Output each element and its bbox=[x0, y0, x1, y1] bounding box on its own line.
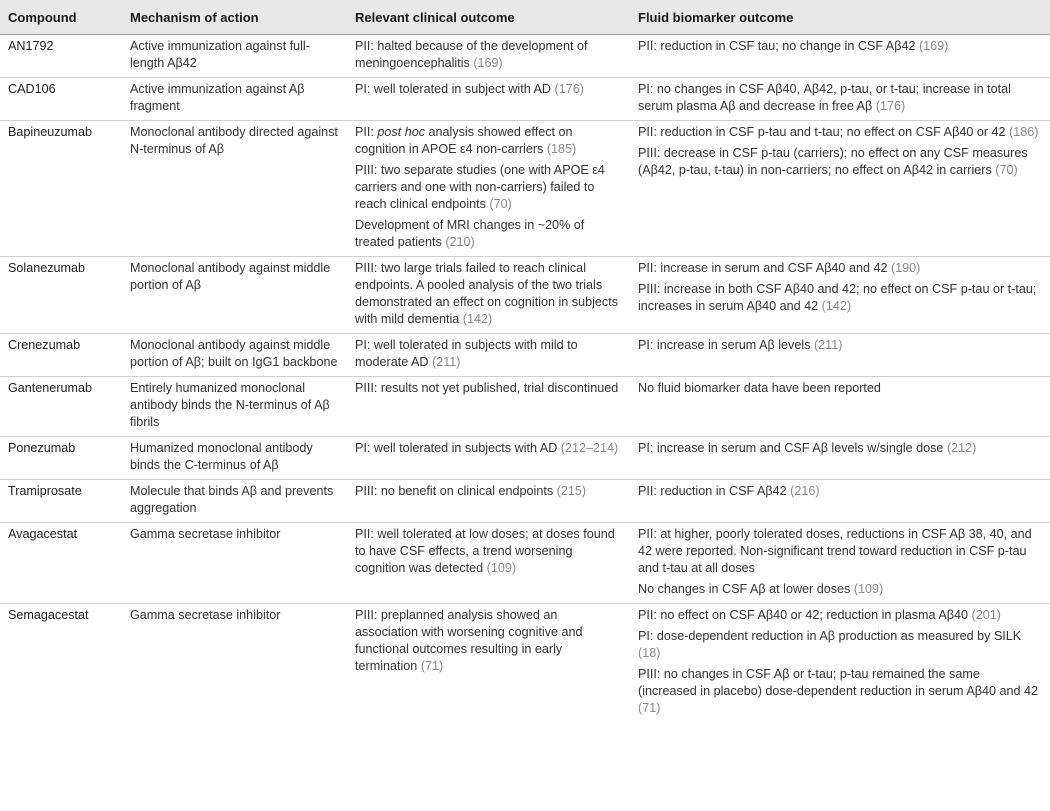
compound-name: Semagacestat bbox=[8, 608, 89, 622]
text-segment: analysis showed effect on cognition in APOE ε4 non-carriers bbox=[355, 125, 573, 156]
text-segment: PI: well tolerated in subject with AD bbox=[355, 82, 555, 96]
table-row bbox=[0, 257, 1050, 334]
table-row bbox=[0, 377, 1050, 437]
header-compound: Compound bbox=[0, 0, 122, 35]
table-row bbox=[0, 437, 1050, 480]
mechanism-of-action: Monoclonal antibody directed against N-terminus of Aβ bbox=[130, 125, 338, 156]
reference-number: (211) bbox=[432, 355, 461, 369]
biomarker-outcome bbox=[630, 78, 1050, 121]
biomarker-outcome-paragraph bbox=[638, 260, 1042, 277]
compound-name: Gantenerumab bbox=[8, 381, 93, 395]
text-segment: PII: well tolerated at low doses; at doses found to have CSF effects, a trend worsening cognition was detected bbox=[355, 527, 615, 575]
reference-number: (190) bbox=[890, 261, 921, 275]
clinical-outcome-paragraph bbox=[355, 483, 622, 500]
clinical-outcome-paragraph bbox=[355, 337, 622, 371]
reference-number: (216) bbox=[790, 484, 820, 498]
clinical-outcome bbox=[347, 480, 630, 523]
clinical-outcome-paragraph bbox=[355, 124, 622, 158]
biomarker-outcome bbox=[630, 377, 1050, 437]
table-row bbox=[0, 121, 1050, 257]
biomarker-outcome bbox=[630, 334, 1050, 377]
text-segment: PI: no changes in CSF Aβ40, Aβ42, p-tau, or t-tau; increase in total serum plasma Aβ and decrease in free Aβ bbox=[638, 82, 1011, 113]
biomarker-outcome bbox=[630, 437, 1050, 480]
biomarker-outcome-paragraph bbox=[638, 145, 1042, 179]
table-row bbox=[0, 604, 1050, 723]
biomarker-outcome-paragraph bbox=[638, 337, 1042, 354]
text-segment: PII: reduction in CSF p-tau and t-tau; no effect on CSF Aβ40 or 42 bbox=[638, 125, 1010, 139]
biomarker-outcome-paragraph bbox=[638, 380, 1042, 397]
reference-number: (212–214) bbox=[560, 441, 619, 455]
reference-number: (70) bbox=[489, 197, 512, 211]
text-segment: PII: bbox=[355, 125, 378, 139]
clinical-outcome-paragraph bbox=[355, 81, 622, 98]
text-segment: PI: increase in serum Aβ levels bbox=[638, 338, 814, 352]
text-segment: Development of MRI changes in ~20% of treated patients bbox=[355, 218, 585, 249]
clinical-outcome-paragraph bbox=[355, 440, 622, 457]
mechanism-of-action: Active immunization against Aβ fragment bbox=[130, 82, 305, 113]
mechanism-of-action: Gamma secretase inhibitor bbox=[130, 608, 281, 622]
reference-number: (211) bbox=[813, 338, 843, 352]
clinical-outcome-paragraph bbox=[355, 260, 622, 328]
text-segment: PI: increase in serum and CSF Aβ levels w/single dose bbox=[638, 441, 947, 455]
text-segment: PIII: two large trials failed to reach clinical endpoints. A pooled analysis of the two trials demonstrated an effect on cognition in subjects with mild dementia bbox=[355, 261, 619, 326]
text-segment: PII: at higher, poorly tolerated doses, reductions in CSF Aβ 38, 40, and 42 were reported. Non-significant trend toward reduction in CSF p-tau and t-tau at all doses bbox=[638, 527, 1032, 575]
header-biomarker-outcome: Fluid biomarker outcome bbox=[630, 0, 1050, 35]
table-body bbox=[0, 35, 1050, 723]
biomarker-outcome bbox=[630, 523, 1050, 604]
text-segment: PII: increase in serum and CSF Aβ40 and 42 bbox=[638, 261, 891, 275]
text-segment: PIII: preplanned analysis showed an association with worsening cognitive and functional outcomes resulting in early termination bbox=[355, 608, 583, 673]
reference-number: (142) bbox=[821, 299, 852, 313]
text-segment: PII: reduction in CSF Aβ42 bbox=[638, 484, 791, 498]
biomarker-outcome-paragraph bbox=[638, 666, 1042, 717]
clinical-outcome bbox=[347, 604, 630, 723]
text-segment: No changes in CSF Aβ at lower doses bbox=[638, 582, 854, 596]
clinical-outcome bbox=[347, 377, 630, 437]
biomarker-outcome-paragraph bbox=[638, 124, 1042, 141]
biomarker-outcome-paragraph bbox=[638, 526, 1042, 577]
compound-name: CAD106 bbox=[8, 82, 56, 96]
text-segment: PIII: increase in both CSF Aβ40 and 42; no effect on CSF p-tau or t-tau; increases in serum Aβ40 and 42 bbox=[638, 282, 1037, 313]
text-segment: No fluid biomarker data have been reported bbox=[638, 381, 881, 395]
clinical-outcome bbox=[347, 257, 630, 334]
biomarker-outcome-paragraph bbox=[638, 38, 1042, 55]
clinical-outcome-paragraph bbox=[355, 38, 622, 72]
table-header-row bbox=[0, 0, 1050, 35]
reference-number: (210) bbox=[445, 235, 475, 249]
biomarker-outcome-paragraph bbox=[638, 483, 1042, 500]
text-segment: PII: halted because of the development of meningoencephalitis bbox=[355, 39, 588, 70]
reference-number: (186) bbox=[1009, 125, 1039, 139]
compound-name: Bapineuzumab bbox=[8, 125, 93, 139]
compound-name: Solanezumab bbox=[8, 261, 86, 275]
mechanism-of-action: Molecule that binds Aβ and prevents aggregation bbox=[130, 484, 334, 515]
text-segment: PIII: results not yet published, trial discontinued bbox=[355, 381, 619, 395]
biomarker-outcome-paragraph bbox=[638, 281, 1042, 315]
reference-number: (212) bbox=[946, 441, 977, 455]
table-row bbox=[0, 78, 1050, 121]
biomarker-outcome-paragraph bbox=[638, 440, 1042, 457]
mechanism-of-action: Monoclonal antibody against middle portion of Aβ; built on IgG1 backbone bbox=[130, 338, 338, 369]
compound-name: Ponezumab bbox=[8, 441, 76, 455]
biomarker-outcome-paragraph bbox=[638, 81, 1042, 115]
biomarker-outcome bbox=[630, 121, 1050, 257]
reference-number: (71) bbox=[420, 659, 444, 673]
clinical-outcome-paragraph bbox=[355, 607, 622, 675]
reference-number: (142) bbox=[462, 312, 493, 326]
text-segment: post hoc bbox=[377, 125, 426, 139]
clinical-outcome bbox=[347, 35, 630, 78]
reference-number: (176) bbox=[554, 82, 584, 96]
text-segment: PI: well tolerated in subjects with mild to moderate AD bbox=[355, 338, 578, 369]
reference-number: (169) bbox=[473, 56, 503, 70]
text-segment: PIII: two separate studies (one with APOE ε4 carriers and one with non-carriers) failed to reach clinical endpoints bbox=[355, 163, 605, 211]
text-segment: PIII: no benefit on clinical endpoints bbox=[355, 484, 557, 498]
clinical-outcome bbox=[347, 334, 630, 377]
text-segment: PIII: no changes in CSF Aβ or t-tau; p-tau remained the same (increased in placebo) dose-dependent reduction in serum Aβ40 and 42 bbox=[638, 667, 1039, 698]
clinical-outcome bbox=[347, 523, 630, 604]
mechanism-of-action: Humanized monoclonal antibody binds the C-terminus of Aβ bbox=[130, 441, 313, 472]
table-row bbox=[0, 334, 1050, 377]
header-mechanism: Mechanism of action bbox=[122, 0, 347, 35]
clinical-outcome-paragraph bbox=[355, 380, 622, 397]
reference-number: (176) bbox=[875, 99, 906, 113]
clinical-outcome bbox=[347, 121, 630, 257]
clinical-outcome-paragraph bbox=[355, 162, 622, 213]
table-row bbox=[0, 523, 1050, 604]
text-segment: PI: dose-dependent reduction in Aβ production as measured by SILK bbox=[638, 629, 1022, 643]
mechanism-of-action: Monoclonal antibody against middle portion of Aβ bbox=[130, 261, 331, 292]
biomarker-outcome bbox=[630, 604, 1050, 723]
mechanism-of-action: Gamma secretase inhibitor bbox=[130, 527, 281, 541]
reference-number: (18) bbox=[638, 646, 661, 660]
reference-number: (185) bbox=[546, 142, 577, 156]
header-clinical-outcome: Relevant clinical outcome bbox=[347, 0, 630, 35]
reference-number: (201) bbox=[971, 608, 1001, 622]
compound-name: Tramiprosate bbox=[8, 484, 82, 498]
mechanism-of-action: Entirely humanized monoclonal antibody binds the N-terminus of Aβ fibrils bbox=[130, 381, 330, 429]
biomarker-outcome bbox=[630, 257, 1050, 334]
biomarker-outcome-paragraph bbox=[638, 628, 1042, 662]
text-segment: PII: no effect on CSF Aβ40 or 42; reduction in plasma Aβ40 bbox=[638, 608, 972, 622]
biomarker-outcome bbox=[630, 480, 1050, 523]
table-row bbox=[0, 480, 1050, 523]
compound-name: Avagacestat bbox=[8, 527, 78, 541]
mechanism-of-action: Active immunization against full-length Aβ42 bbox=[130, 39, 310, 70]
reference-number: (109) bbox=[853, 582, 884, 596]
biomarker-outcome-paragraph bbox=[638, 607, 1042, 624]
compound-name: AN1792 bbox=[8, 39, 54, 53]
clinical-outcome-paragraph bbox=[355, 217, 622, 251]
biomarker-outcome bbox=[630, 35, 1050, 78]
clinical-outcome bbox=[347, 437, 630, 480]
reference-number: (109) bbox=[486, 561, 517, 575]
reference-number: (71) bbox=[638, 701, 661, 715]
biomarker-outcome-paragraph bbox=[638, 581, 1042, 598]
text-segment: PIII: decrease in CSF p-tau (carriers); no effect on any CSF measures (Aβ42, p-tau, t-tau) in non-carriers; no effect on Aβ42 in carriers bbox=[638, 146, 1028, 177]
reference-number: (70) bbox=[995, 163, 1018, 177]
clinical-outcome bbox=[347, 78, 630, 121]
compound-name: Crenezumab bbox=[8, 338, 81, 352]
reference-number: (215) bbox=[556, 484, 587, 498]
clinical-outcome-paragraph bbox=[355, 526, 622, 577]
text-segment: PII: reduction in CSF tau; no change in CSF Aβ42 bbox=[638, 39, 919, 53]
reference-number: (169) bbox=[918, 39, 949, 53]
table-row bbox=[0, 35, 1050, 78]
text-segment: PI: well tolerated in subjects with AD bbox=[355, 441, 561, 455]
